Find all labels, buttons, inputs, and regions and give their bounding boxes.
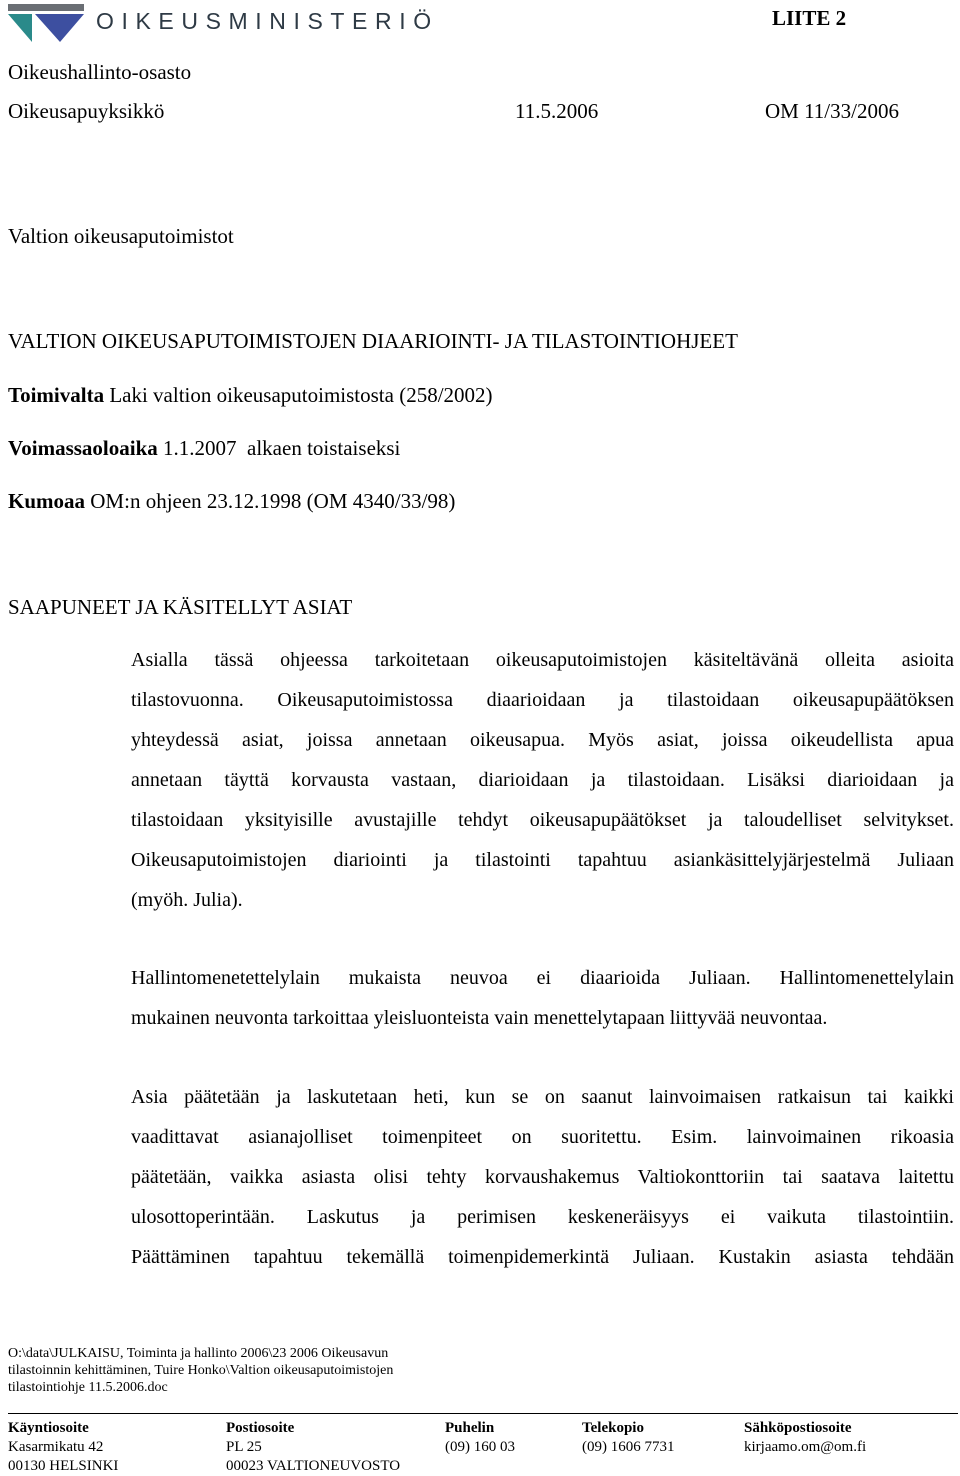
repeals-label: Kumoaa (8, 489, 86, 513)
footer-value: (09) 1606 7731 (582, 1439, 675, 1455)
footer-phone (445, 1419, 515, 1457)
file-path-line: tilastoinnin kehittäminen, Tuire Honko\Valtion oikeusaputoimistojen (8, 1363, 394, 1378)
section-heading: SAAPUNEET JA KÄSITELLYT ASIAT (8, 595, 353, 619)
authority-label: Toimivalta (8, 383, 105, 407)
paragraph-line: Oikeusaputoimistojen diariointi ja tilastointi tapahtuu asiankäsittelyjärjestelmä Juliaan (131, 849, 954, 871)
paragraph-line: Asialla tässä ohjeessa tarkoitetaan oikeusaputoimistojen käsiteltävänä olleita asioita (131, 649, 954, 671)
paragraph-line: Hallintomenetettelylain mukaista neuvoa ei diaarioida Juliaan. Hallintomenettelylain (131, 967, 954, 989)
validity-row (8, 435, 400, 461)
paragraph-line: Asia päätetään ja laskutetaan heti, kun se on saanut lainvoimaisen ratkaisun tai kaikki (131, 1086, 954, 1108)
file-path (8, 1345, 393, 1396)
footer-postal-address (226, 1419, 400, 1476)
file-path-line: O:\data\JULKAISU, Toiminta ja hallinto 2006\23 2006 Oikeusavun (8, 1346, 389, 1361)
footer-value: 00130 HELSINKI (8, 1458, 119, 1474)
footer-label: Puhelin (445, 1420, 495, 1436)
footer-label: Sähköpostiosoite (744, 1420, 852, 1436)
validity-value: 1.1.2007 alkaen toistaiseksi (163, 436, 401, 460)
recipient: Valtion oikeusaputoimistot (8, 224, 234, 248)
body-paragraph-1 (131, 640, 954, 920)
footer-visiting-address (8, 1419, 118, 1476)
body-paragraph-2 (131, 958, 954, 1038)
footer-fax (582, 1419, 675, 1457)
ministry-name: OIKEUSMINISTERIÖ (96, 8, 439, 34)
paragraph-line: mukainen neuvonta tarkoittaa yleisluonteista vain menettelytapaan liittyvää neuvontaa. (131, 1007, 828, 1029)
logo-bar (8, 4, 84, 11)
footer-value: 00023 VALTIONEUVOSTO (226, 1458, 401, 1474)
repeals-value: OM:n ohjeen 23.12.1998 (OM 4340/33/98) (90, 489, 456, 513)
footer-divider (8, 1413, 958, 1414)
logo-right-shape (35, 14, 84, 42)
repeals-row (8, 488, 455, 514)
paragraph-line: Päättäminen tapahtuu tekemällä toimenpidemerkintä Juliaan. Kustakin asiasta tehdään (131, 1246, 954, 1268)
footer-label: Käyntiosoite (8, 1420, 89, 1436)
department: Oikeushallinto-osasto (8, 60, 192, 84)
paragraph-line: ulosottoperintään. Laskutus ja perimisen keskeneräisyys ei vaikuta tilastointiin. (131, 1206, 954, 1228)
footer-value: kirjaamo.om@om.fi (744, 1439, 867, 1455)
validity-label: Voimassaoloaika (8, 436, 158, 460)
body-paragraph-3 (131, 1077, 954, 1277)
attachment-label: LIITE 2 (772, 6, 847, 30)
unit: Oikeusapuyksikkö (8, 99, 165, 123)
paragraph-line: vaadittavat asianajolliset toimenpiteet on suoritettu. Esim. lainvoimainen rikoasia (131, 1126, 954, 1148)
footer-label: Postiosoite (226, 1420, 295, 1436)
footer-email (744, 1419, 866, 1457)
footer-value: (09) 160 03 (445, 1439, 515, 1455)
logo-left-shape (8, 14, 32, 42)
footer-value: Kasarmikatu 42 (8, 1439, 104, 1455)
paragraph-line: yhteydessä asiat, joissa annetaan oikeusapua. Myös asiat, joissa oikeudellista apua (131, 729, 954, 751)
paragraph-line: tilastoidaan yksityisille avustajille tehdyt oikeusapupäätökset ja taloudelliset selvitykset. (131, 809, 954, 831)
file-path-line: tilastointiohje 11.5.2006.doc (8, 1380, 168, 1395)
paragraph-line: päätetään, vaikka asiasta olisi tehty korvaushakemus Valtiokonttoriin tai saatava laitettu (131, 1166, 954, 1188)
paragraph-line: tilastovuonna. Oikeusaputoimistossa diaarioidaan ja tilastoidaan oikeusapupäätöksen (131, 689, 954, 711)
reference-number: OM 11/33/2006 (765, 99, 899, 123)
paragraph-line: (myöh. Julia). (131, 889, 243, 911)
document-title: VALTION OIKEUSAPUTOIMISTOJEN DIAARIOINTI- JA TILASTOINTIOHJEET (8, 329, 738, 353)
authority-value: Laki valtion oikeusaputoimistosta (258/2002) (109, 383, 493, 407)
paragraph-line: annetaan täyttä korvausta vastaan, diarioidaan ja tilastoidaan. Lisäksi diarioidaan ja (131, 769, 954, 791)
footer-label: Telekopio (582, 1420, 644, 1436)
ministry-logo (8, 4, 86, 44)
document-date: 11.5.2006 (515, 99, 599, 123)
footer-value: PL 25 (226, 1439, 262, 1455)
authority-row (8, 382, 493, 408)
